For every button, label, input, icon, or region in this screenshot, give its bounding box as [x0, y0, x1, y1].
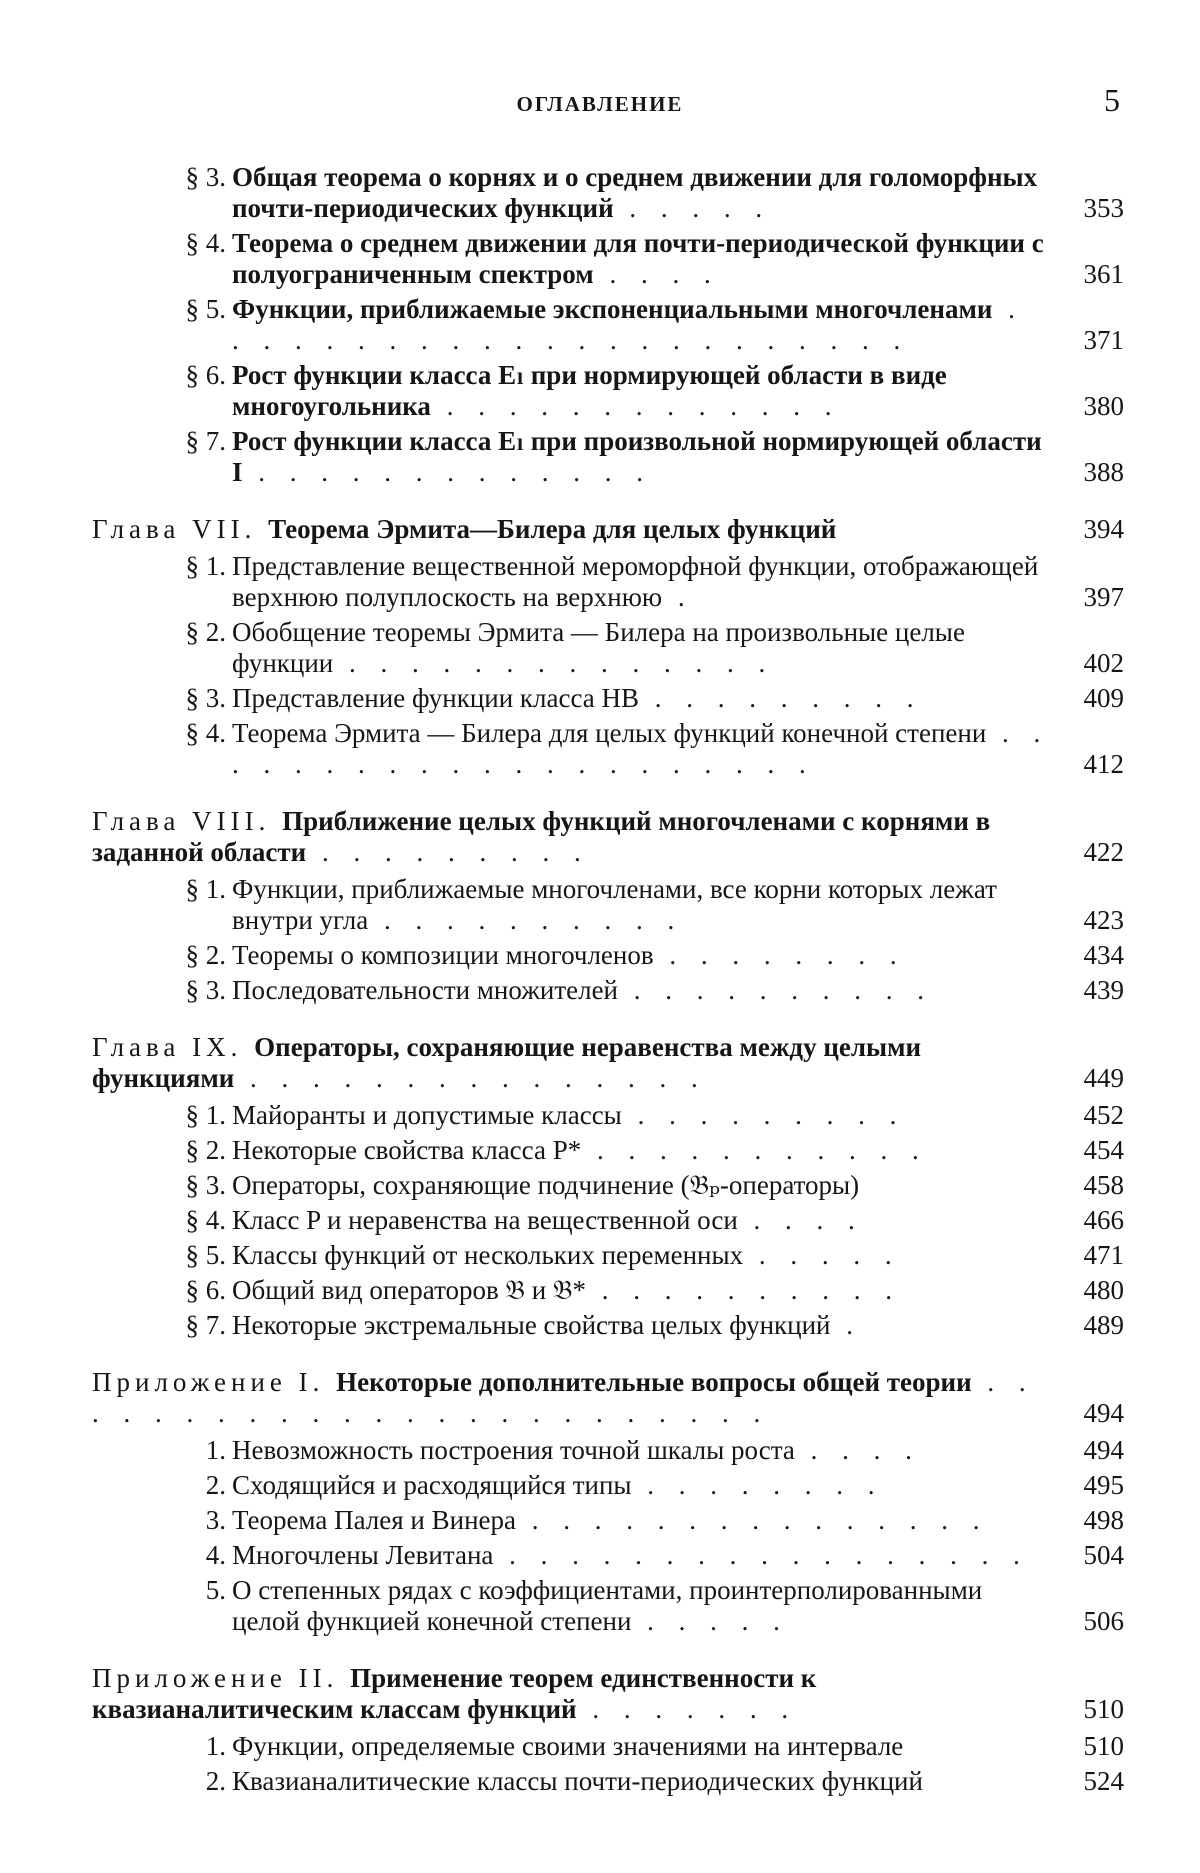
entry-title: Сходящийся и расходящийся типы [232, 1470, 632, 1500]
entry-page-number: 466 [1083, 1205, 1124, 1235]
entry-text [232, 1275, 1050, 1306]
entry-number: § 2. [185, 940, 226, 970]
entry-number: § 4. [185, 718, 226, 748]
entry-title: Применение теорем единственности к квазианалитическим классам функций [92, 1663, 817, 1724]
dot-leader: . . . . . . . . . [306, 837, 590, 867]
entry-title: Теорема Эрмита—Билера для целых функций [268, 514, 837, 544]
dot-leader: . . . . . . . . . . . [581, 1135, 928, 1165]
toc-section-entry [0, 294, 1200, 356]
entry-text [232, 1505, 1050, 1536]
toc-appendix-item [0, 1766, 1200, 1797]
dot-leader: . . . . . . . . . . . . . . [333, 648, 775, 678]
dot-leader: . . . . . . . . . . [585, 1275, 901, 1305]
entry-number: § 4. [185, 1205, 226, 1235]
entry-number: 2. [205, 1766, 226, 1796]
entry-page-number: 409 [1083, 683, 1124, 713]
entry-page-number: 394 [1083, 514, 1124, 544]
entry-title: Некоторые свойства класса P* [232, 1135, 582, 1165]
entry-text [232, 1470, 1050, 1501]
entry-text [232, 1310, 1050, 1341]
dot-leader: . . . . [593, 259, 720, 289]
dot-leader: . . . . . . . . . . [368, 905, 684, 935]
entry-title: Теоремы о композиции многочленов [232, 940, 654, 970]
entry-number: § 3. [185, 162, 226, 192]
entry-text [232, 874, 1050, 936]
entry-title: Классы функций от нескольких переменных [232, 1240, 744, 1270]
entry-page-number: 458 [1083, 1170, 1124, 1200]
entry-page-number: 498 [1083, 1505, 1124, 1535]
entry-text [232, 683, 1050, 714]
toc-appendix-item [0, 1505, 1200, 1536]
dot-leader: . . . . . . . [576, 1694, 798, 1724]
entry-number: § 5. [185, 1240, 226, 1270]
entry-title: Последовательности множителей [232, 975, 619, 1005]
toc-section-entry [0, 228, 1200, 290]
entry-title: О степенных рядах с коэффициентами, проинтерполированными целой функцией конечной степени [232, 1575, 983, 1636]
dot-leader: . . . . . . . . . [639, 683, 923, 713]
entry-title: Рост функции класса Eₗ при произвольной нормирующей области I [232, 426, 1042, 487]
entry-number: § 5. [185, 294, 226, 324]
toc-appendix-item [0, 1731, 1200, 1762]
dot-leader: . . . . . . . . . . . . . . . . . . . . . . . [232, 294, 1024, 355]
entry-page-number: 353 [1083, 193, 1124, 223]
entry-page-number: 452 [1083, 1100, 1124, 1130]
toc-chapter-entry [0, 514, 1200, 545]
toc-section-entry [0, 1205, 1200, 1236]
entry-number: § 4. [185, 228, 226, 258]
entry-text [92, 514, 1050, 545]
entry-page-number: 361 [1083, 259, 1124, 289]
entry-page-number: 380 [1083, 391, 1124, 421]
entry-page-number: 471 [1083, 1240, 1124, 1270]
entry-title: Общий вид операторов 𝔅 и 𝔅* [232, 1275, 586, 1305]
toc-section-entry [0, 1170, 1200, 1201]
entry-page-number: 412 [1083, 749, 1124, 779]
entry-title: Функции, определяемые своими значениями на интервале [232, 1731, 904, 1761]
toc-section-entry [0, 1100, 1200, 1131]
entry-text [232, 294, 1050, 356]
entry-number: § 7. [185, 1310, 226, 1340]
entry-page-number: 454 [1083, 1135, 1124, 1165]
entry-title: Теорема Эрмита — Билера для целых функций конечной степени [232, 718, 987, 748]
entry-text [232, 940, 1050, 971]
entry-title: Функции, приближаемые многочленами, все корни которых лежат внутри угла [232, 874, 997, 935]
toc-section-entry [0, 683, 1200, 714]
entry-text [232, 1435, 1050, 1466]
entry-page-number: 439 [1083, 975, 1124, 1005]
entry-title: Майоранты и допустимые классы [232, 1100, 622, 1130]
entry-text [92, 1663, 1050, 1725]
chapter-label: Глава VIII. [92, 806, 283, 836]
entry-page-number: 506 [1083, 1606, 1124, 1636]
entry-number: 5. [205, 1575, 226, 1605]
entry-number: § 1. [185, 874, 226, 904]
entry-number: § 3. [185, 1170, 226, 1200]
entry-page-number: 397 [1083, 582, 1124, 612]
entry-title: Квазианалитические классы почти-периодических функций [232, 1766, 923, 1796]
toc-appendix-item [0, 1540, 1200, 1571]
dot-leader: . . . . . . . . . . . . . . . . . . . . . . . . [92, 1367, 1035, 1428]
entry-text [232, 551, 1050, 613]
entry-text [232, 1731, 1050, 1762]
entry-page-number: 449 [1083, 1063, 1124, 1093]
dot-leader: . [662, 582, 694, 612]
entry-number: § 2. [185, 617, 226, 647]
entry-text [92, 1367, 1050, 1429]
toc-section-entry [0, 1310, 1200, 1341]
entry-text [92, 1032, 1050, 1094]
entry-title: Общая теорема о корнях и о среднем движении для голоморфных почти-периодических функций [232, 162, 1038, 223]
entry-page-number: 402 [1083, 648, 1124, 678]
entry-title: Теорема о среднем движении для почти-периодической функции с полуограниченным спектром [232, 228, 1044, 289]
toc-section-entry [0, 1275, 1200, 1306]
entry-page-number: 495 [1083, 1470, 1124, 1500]
entry-number: 1. [205, 1731, 226, 1761]
toc-section-entry [0, 426, 1200, 488]
entry-page-number: 524 [1083, 1766, 1124, 1796]
entry-page-number: 494 [1083, 1435, 1124, 1465]
entry-text [232, 426, 1050, 488]
entry-text [232, 718, 1050, 780]
entry-title: Операторы, сохраняющие неравенства между целыми функциями [92, 1032, 922, 1093]
entry-title: Приближение целых функций многочленами с корнями в заданной области [92, 806, 991, 867]
entry-page-number: 434 [1083, 940, 1124, 970]
entry-page-number: 494 [1083, 1398, 1124, 1428]
dot-leader: . . . . . . . . . . [618, 975, 934, 1005]
chapter-label: Приложение II. [92, 1663, 351, 1693]
dot-leader: . . . . . . . . . . . . . . . . . . . . . [232, 718, 1050, 779]
entry-title: Некоторые дополнительные вопросы общей теории [336, 1367, 972, 1397]
entry-number: 2. [205, 1470, 226, 1500]
dot-leader: . . . . . [631, 1606, 789, 1636]
dot-leader: . . . . . [613, 193, 772, 223]
entry-number: 4. [205, 1540, 226, 1570]
entry-title: Класс P и неравенства на вещественной оси [232, 1205, 738, 1235]
entry-page-number: 510 [1083, 1731, 1124, 1761]
entry-title: Обобщение теоремы Эрмита — Билера на произвольные целые функции [232, 617, 965, 678]
dot-leader: . . . . [737, 1205, 864, 1235]
toc-section-entry [0, 617, 1200, 679]
page-number: 5 [1104, 82, 1120, 118]
entry-page-number: 422 [1083, 837, 1124, 867]
toc-chapter-entry [0, 1663, 1200, 1725]
entry-title: Невозможность построения точной шкалы роста [232, 1435, 795, 1465]
entry-text [232, 1766, 1050, 1797]
dot-leader: . . . . . . . . [631, 1470, 884, 1500]
dot-leader: . . . . . . . . . . . . . . . . . [493, 1540, 1029, 1570]
entry-page-number: 371 [1083, 325, 1124, 355]
running-header-title: ОГЛАВЛЕНИЕ [516, 92, 684, 116]
toc-appendix-item [0, 1470, 1200, 1501]
toc-chapter-entry [0, 806, 1200, 868]
entry-number: § 3. [185, 975, 226, 1005]
entry-text [232, 1205, 1050, 1236]
entry-number: § 6. [185, 1275, 226, 1305]
entry-text [232, 1170, 1050, 1201]
toc-section-entry [0, 940, 1200, 971]
entry-page-number: 480 [1083, 1275, 1124, 1305]
entry-text [232, 1575, 1050, 1637]
entry-text [232, 162, 1050, 224]
entry-title: Операторы, сохраняющие подчинение (𝔅ₚ-операторы) [232, 1170, 860, 1200]
entry-text [92, 806, 1050, 868]
entry-number: § 3. [185, 683, 226, 713]
entry-text [232, 1100, 1050, 1131]
toc-section-entry [0, 874, 1200, 936]
dot-leader: . . . . . . . . . . . . . . . [516, 1505, 989, 1535]
entry-title: Многочлены Левитана [232, 1540, 494, 1570]
toc-appendix-item [0, 1435, 1200, 1466]
toc-section-entry [0, 1135, 1200, 1166]
entry-page-number: 388 [1083, 457, 1124, 487]
toc-section-entry [0, 718, 1200, 780]
dot-leader: . . . . . . . . . . . . . [242, 457, 653, 487]
dot-leader: . . . . [794, 1435, 921, 1465]
entry-text [232, 360, 1050, 422]
dot-leader: . . . . . . . . . . . . . . . [234, 1063, 707, 1093]
entry-page-number: 504 [1083, 1540, 1124, 1570]
entry-page-number: 489 [1083, 1310, 1124, 1340]
toc-section-entry [0, 1240, 1200, 1271]
toc-section-entry [0, 360, 1200, 422]
chapter-label: Глава IX. [92, 1032, 255, 1062]
toc-appendix-item [0, 1575, 1200, 1637]
entry-page-number: 423 [1083, 905, 1124, 935]
entry-title: Теорема Палея и Винера [232, 1505, 516, 1535]
entry-number: § 7. [185, 426, 226, 456]
entry-number: § 6. [185, 360, 226, 390]
toc-section-entry [0, 975, 1200, 1006]
entry-text [232, 1135, 1050, 1166]
chapter-label: Приложение I. [92, 1367, 337, 1397]
entry-title: Некоторые экстремальные свойства целых функций [232, 1310, 831, 1340]
entry-number: 1. [205, 1435, 226, 1465]
entry-title: Функции, приближаемые экспоненциальными многочленами [232, 294, 993, 324]
entry-page-number: 510 [1083, 1694, 1124, 1724]
toc-chapter-entry [0, 1367, 1200, 1429]
dot-leader: . . . . . . . . . . . . . [430, 391, 841, 421]
entry-number: 3. [205, 1505, 226, 1535]
dot-leader: . . . . . . . . . [621, 1100, 906, 1130]
entry-text [232, 975, 1050, 1006]
dot-leader: . . . . . . . . [653, 940, 906, 970]
table-of-contents [0, 162, 1200, 1797]
entry-text [232, 1240, 1050, 1271]
entry-title: Представление функции класса HB [232, 683, 640, 713]
toc-section-entry [0, 162, 1200, 224]
dot-leader: . [830, 1310, 862, 1340]
entry-text [232, 228, 1050, 290]
entry-title: Представление вещественной мероморфной функции, отображающей верхнюю полуплоскость на верхнюю [232, 551, 1039, 612]
dot-leader: . . . . . [743, 1240, 901, 1270]
entry-number: § 1. [185, 551, 226, 581]
entry-number: § 2. [185, 1135, 226, 1165]
entry-number: § 1. [185, 1100, 226, 1130]
entry-text [232, 1540, 1050, 1571]
toc-chapter-entry [0, 1032, 1200, 1094]
chapter-label: Глава VII. [92, 514, 269, 544]
entry-text [232, 617, 1050, 679]
toc-section-entry [0, 551, 1200, 613]
entry-title: Рост функции класса Eₗ при нормирующей области в виде многоугольника [232, 360, 947, 421]
